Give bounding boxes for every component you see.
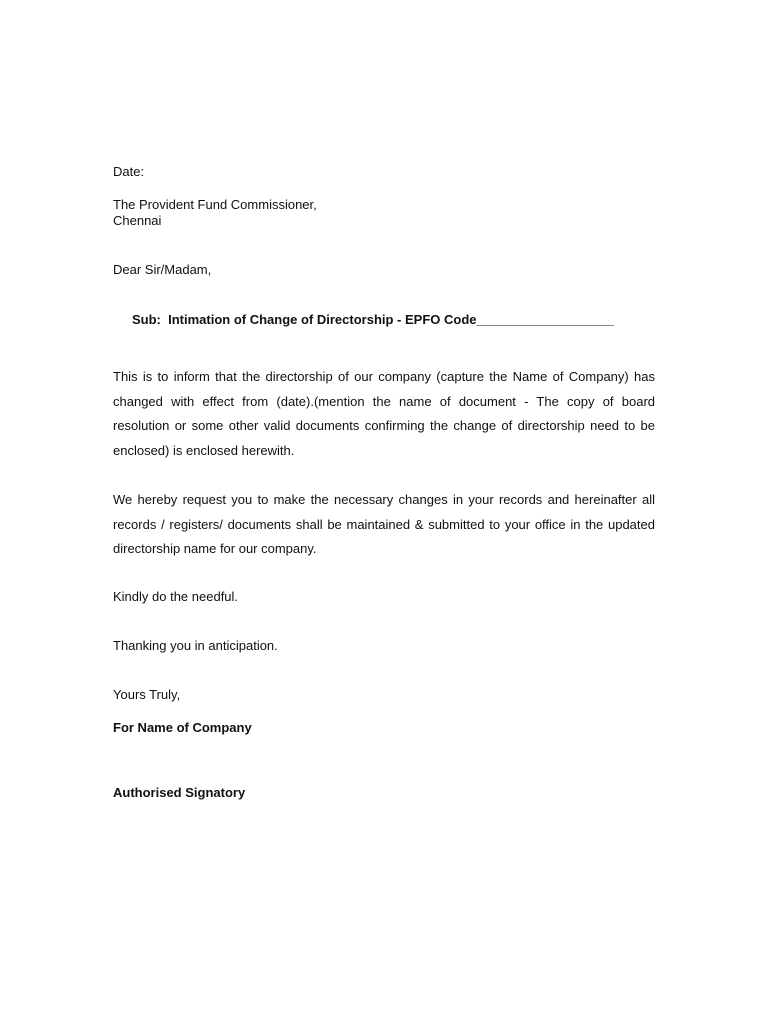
salutation: Dear Sir/Madam, bbox=[113, 262, 212, 277]
body-paragraph-2: We hereby request you to make the necessary changes in your records and hereinafter all records / registers/ documents shall be maintained & submitted to your office in the updated directorship name for our company. bbox=[113, 492, 655, 556]
subject-line: Sub: Intimation of Change of Directorship - EPFO Code___________________ bbox=[132, 312, 614, 327]
for-company: For Name of Company bbox=[113, 720, 252, 735]
closing: Yours Truly, bbox=[113, 687, 181, 702]
body-paragraph-1: This is to inform that the directorship of our company (capture the Name of Company) has changed with effect from (date).(mention the name of document - The copy of board resolution or some other valid documents confirming the change of directorship need to be enclosed) is enclosed herewith. bbox=[113, 369, 655, 458]
body-paragraph-3: Kindly do the needful. bbox=[113, 589, 239, 604]
addressee-line-2: Chennai bbox=[113, 213, 162, 228]
addressee-line-1: The Provident Fund Commissioner, bbox=[113, 197, 317, 212]
body-paragraph-4: Thanking you in anticipation. bbox=[113, 638, 278, 653]
authorised-signatory: Authorised Signatory bbox=[113, 785, 246, 800]
date-label: Date: bbox=[113, 164, 145, 179]
